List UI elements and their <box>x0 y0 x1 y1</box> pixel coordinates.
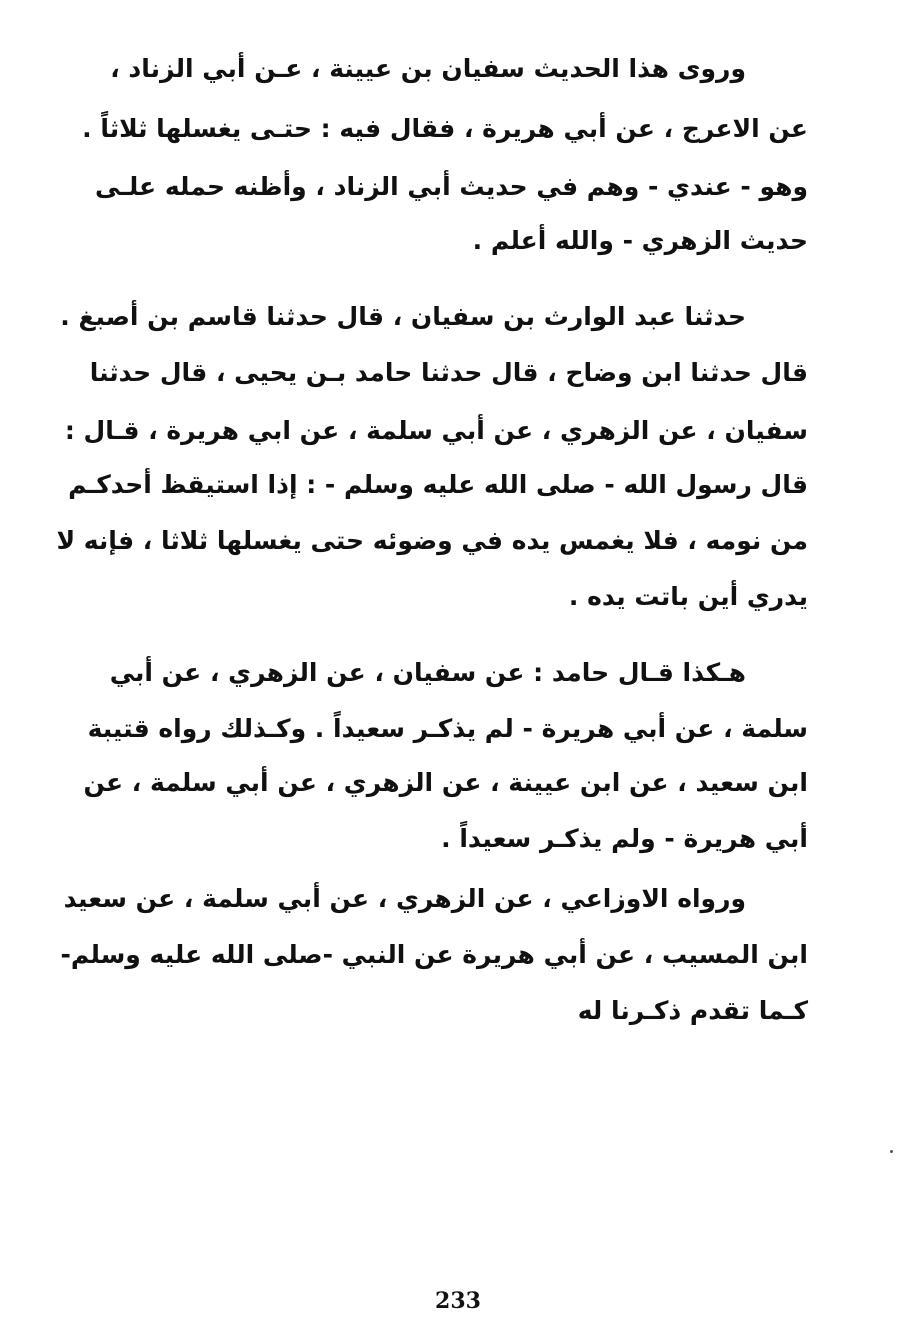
text-line: ابن سعيد ، عن ابن عيينة ، عن الزهري ، عن أبي سلمة ، عن <box>83 768 808 797</box>
text-line: وهو - عندي - وهم في حديث أبي الزناد ، وأظنه حمله علـى <box>95 172 808 201</box>
text-line: ورواه الاوزاعي ، عن الزهري ، عن أبي سلمة ، عن سعيد <box>63 884 746 913</box>
text-line: سفيان ، عن الزهري ، عن أبي سلمة ، عن ابي هريرة ، قـال : <box>64 416 808 445</box>
text-line: ابن المسيب ، عن أبي هريرة عن النبي -صلى الله عليه وسلم- <box>60 940 808 969</box>
text-line: أبي هريرة - ولم يذكـر سعيداً . <box>441 824 808 853</box>
text-line: سلمة ، عن أبي هريرة - لم يذكـر سعيداً . وكـذلك رواه قتيبة <box>87 714 808 743</box>
text-line: عن الاعرج ، عن أبي هريرة ، فقال فيه : حتـى يغسلها ثلاثاً . <box>82 114 808 143</box>
page-number: 233 <box>435 1288 481 1314</box>
text-line: كـما تقدم ذكـرنا له <box>577 996 808 1025</box>
text-line: قال حدثنا ابن وضاح ، قال حدثنا حامد بـن يحيى ، قال حدثنا <box>89 358 808 387</box>
text-line: وروى هذا الحديث سفيان بن عيينة ، عـن أبي الزناد ، <box>110 54 746 83</box>
text-line: من نومه ، فلا يغمس يده في وضوئه حتى يغسلها ثلاثا ، فإنه لا <box>56 526 808 555</box>
text-line: هـكذا قـال حامد : عن سفيان ، عن الزهري ، عن أبي <box>109 658 746 687</box>
text-line: حدثنا عبد الوارث بن سفيان ، قال حدثنا قاسم بن أصبغ . <box>60 302 746 331</box>
text-line: يدري أين باتت يده . <box>568 582 808 611</box>
scan-speck <box>890 1150 893 1153</box>
text-line: حديث الزهري - والله أعلم . <box>472 226 808 255</box>
text-line: قال رسول الله - صلى الله عليه وسلم - : إذا استيقظ أحدكـم <box>68 470 808 499</box>
